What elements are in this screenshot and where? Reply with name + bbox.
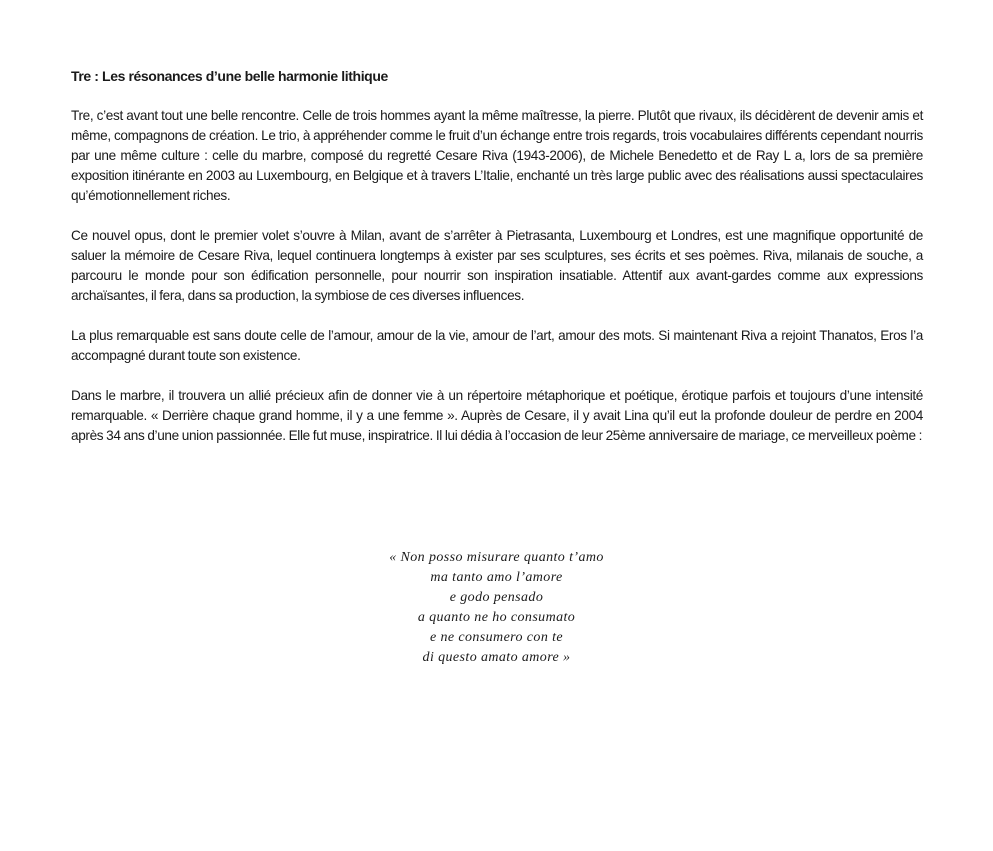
paragraph-love: La plus remarquable est sans doute celle de l’amour, amour de la vie, amour de l’art, amour des mots. Si maintenant Riva a rejoint Thanatos, Eros l’a accompagné durant toute son existence. <box>71 328 923 363</box>
paragraph-marble: Dans le marbre, il trouvera un allié précieux afin de donner vie à un répertoire métaphorique et poétique, érotique parfois et toujours d’une intensité remarquable. « Derrière chaque grand homme, il y a une femme ». Auprès de Cesare, il y avait Lina qu’il eut la profonde douleur de perdre en 2004 après 34 ans d’une union passionnée. Elle fut muse, inspiratrice. Il lui dédia à l’occasion de leur 25ème anniversaire de mariage, ce merveilleux poème : <box>71 388 923 443</box>
document-title: Tre : Les résonances d’une belle harmonie lithique <box>71 68 388 84</box>
poem-line: e godo pensado <box>449 590 544 605</box>
poem-line: « Non posso misurare quanto t’amo <box>389 550 604 565</box>
paragraph-intro: Tre, c’est avant tout une belle rencontre. Celle de trois hommes ayant la même maîtresse, la pierre. Plutôt que rivaux, ils décidèrent de devenir amis et même, compagnons de création. Le trio, à appréhender comme le fruit d’un échange entre trois regards, trois vocabulaires différents cependant nourris par une même culture : celle du marbre, composé du regretté Cesare Riva (1943-2006), de Michele Benedetto et de Ray L a, lors de sa première exposition itinérante en 2003 au Luxembourg, en Belgique et à travers L’Italie, enchanté un très large public avec des réalisations aussi spectaculaires qu’émotionnellement riches. <box>71 108 923 203</box>
poem <box>0 548 993 668</box>
poem-line: ma tanto amo l’amore <box>430 570 563 585</box>
poem-line: di questo amato amore » <box>422 650 571 665</box>
poem-line: e ne consumero con te <box>429 630 564 645</box>
paragraph-opus: Ce nouvel opus, dont le premier volet s’ouvre à Milan, avant de s’arrêter à Pietrasanta, Luxembourg et Londres, est une magnifique opportunité de saluer la mémoire de Cesare Riva, lequel continuera longtemps à exister par ses sculptures, ses écrits et ses poèmes. Riva, milanais de souche, a parcouru le monde pour son édification personnelle, pour nourrir son inspiration insatiable. Attentif aux avant-gardes comme aux expressions archaïsantes, il fera, dans sa production, la symbiose de ces diverses influences. <box>71 228 923 303</box>
poem-line: a quanto ne ho consumato <box>417 610 576 625</box>
document-body <box>71 66 923 466</box>
